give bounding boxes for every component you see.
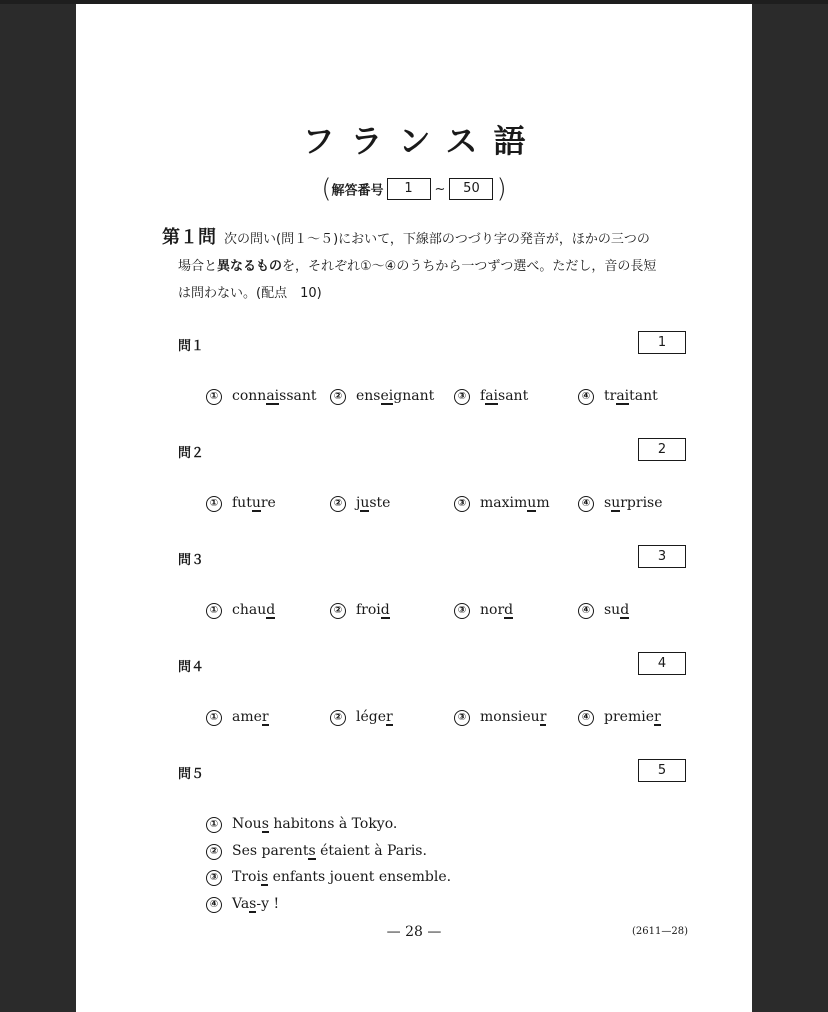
sub-question-3-answer-box: 3 (638, 545, 686, 568)
sub-question-5-answer-box: 5 (638, 759, 686, 782)
option-2: ② enseignant (330, 388, 434, 405)
option-marker-3: ③ (454, 710, 470, 726)
instruction-line-3: は問わない。(配点 10) (178, 286, 322, 301)
close-paren: ) (496, 174, 507, 204)
sub-question-5-label: 問５ (178, 767, 205, 782)
page-title: フランス語 (302, 122, 542, 160)
option-marker-3: ③ (206, 870, 222, 886)
sub-question-1-answer-box: 1 (638, 331, 686, 354)
option-marker-3: ③ (454, 496, 470, 512)
option-2: ② froid (330, 602, 390, 619)
option-1: ① connaissant (206, 388, 317, 405)
option-marker-3: ③ (454, 389, 470, 405)
answer-range-from-box: 1 (387, 178, 431, 200)
instruction-line-2a: 場合と (178, 259, 218, 274)
option-marker-1: ① (206, 710, 222, 726)
sub-question-4-label: 問４ (178, 660, 205, 675)
sub-question-2-answer-box: 2 (638, 438, 686, 461)
option-marker-4: ④ (578, 603, 594, 619)
option-2: ② juste (330, 495, 390, 512)
option-3: ③ maximum (454, 495, 550, 512)
option-marker-3: ③ (454, 603, 470, 619)
option-3: ③ nord (454, 602, 513, 619)
instruction-line-2c: を，それぞれ①～④のうちから一つずつ選べ。ただし，音の長短 (282, 259, 657, 274)
sub-question-3-label: 問３ (178, 553, 205, 568)
option-marker-2: ② (330, 389, 346, 405)
option-1: ① future (206, 495, 276, 512)
option-marker-2: ② (330, 496, 346, 512)
option-2: ② léger (330, 709, 393, 726)
document-page (76, 4, 752, 1012)
sub-question-4-answer-box: 4 (638, 652, 686, 675)
option-marker-1: ① (206, 603, 222, 619)
range-tilde: ~ (434, 181, 446, 197)
sentence-option-3: ③ Trois enfants jouent ensemble. (206, 869, 451, 886)
answer-number-label: 解答番号 (331, 183, 384, 199)
option-4: ④ traitant (578, 388, 658, 405)
question-1-instructions (162, 224, 702, 307)
sentence-option-4: ④ Vas-y ! (206, 896, 279, 913)
instruction-line-1: 次の問い(問１～５)において，下線部のつづり字の発音が，ほかの三つの (224, 232, 650, 247)
page-number: — 28 — (386, 924, 442, 940)
sub-question-1-label: 問１ (178, 339, 205, 354)
answer-range-to-box: 50 (449, 178, 493, 200)
option-1: ① chaud (206, 602, 275, 619)
option-marker-4: ④ (578, 710, 594, 726)
document-code: (2611—28) (632, 926, 688, 937)
option-marker-1: ① (206, 817, 222, 833)
option-marker-1: ① (206, 496, 222, 512)
instruction-emphasis: 異なるもの (217, 259, 283, 274)
open-paren: ( (321, 174, 332, 204)
option-4: ④ surprise (578, 495, 663, 512)
option-4: ④ premier (578, 709, 661, 726)
sentence-option-1: ① Nous habitons à Tokyo. (206, 816, 397, 833)
option-3: ③ faisant (454, 388, 528, 405)
option-3: ③ monsieur (454, 709, 546, 726)
option-marker-4: ④ (578, 496, 594, 512)
sentence-option-2: ② Ses parents étaient à Paris. (206, 843, 427, 860)
option-marker-2: ② (330, 603, 346, 619)
option-marker-2: ② (330, 710, 346, 726)
option-marker-2: ② (206, 844, 222, 860)
question-number: 第１問 (162, 227, 216, 248)
option-marker-4: ④ (578, 389, 594, 405)
sub-question-2-label: 問２ (178, 446, 205, 461)
option-marker-4: ④ (206, 897, 222, 913)
answer-number-range (76, 174, 752, 204)
option-marker-1: ① (206, 389, 222, 405)
option-4: ④ sud (578, 602, 629, 619)
option-1: ① amer (206, 709, 269, 726)
